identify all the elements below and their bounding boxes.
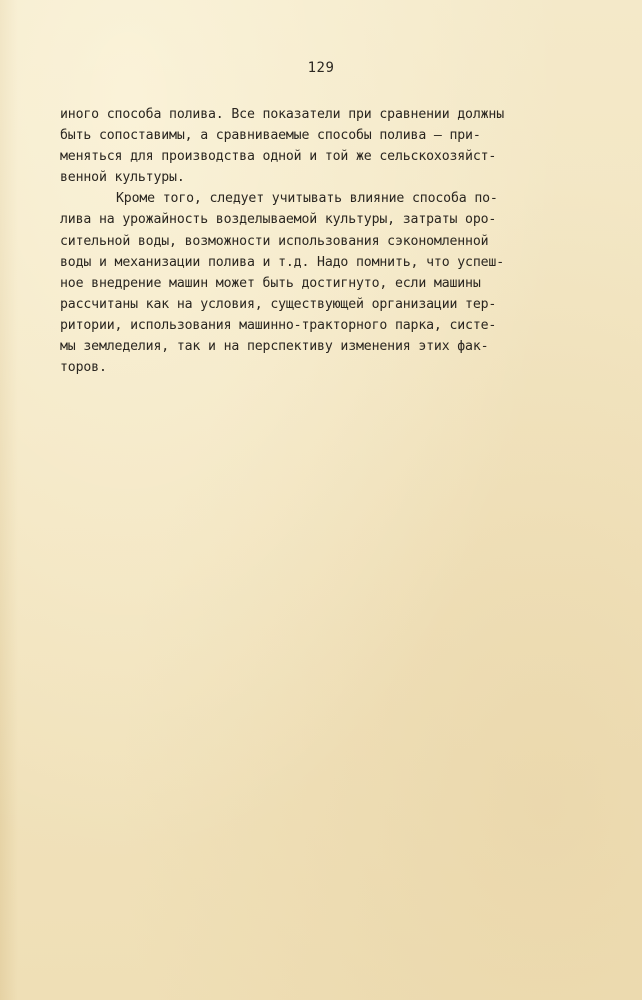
text-line: торов. [60,360,107,376]
text-line: венной культуры. [60,170,185,186]
text-line: меняться для производства одной и той же сельскохозяйст- [60,149,497,165]
text-line: мы земледелия, так и на перспективу изменения этих фак- [60,339,489,355]
text-line: сительной воды, возможности использования сэкономленной [60,233,489,249]
page-number: 129 [307,60,335,76]
text-line: быть сопоставимы, а сравниваемые способы полива – при- [60,128,481,144]
paragraph-first-line: Кроме того, следует учитывать влияние способа по- [116,191,498,207]
text-line: ритории, использования машинно-тракторного парка, систе- [60,317,497,333]
body-text [60,104,540,378]
text-line: ное внедрение машин может быть достигнуто, если машины [60,275,481,291]
text-line: иного способа полива. Все показатели при сравнении должны [60,107,505,122]
text-line: рассчитаны как на условия, существующей организации тер- [60,296,497,312]
text-line: воды и механизации полива и т.д. Надо помнить, что успеш- [60,254,505,270]
text-line: лива на урожайность возделываемой культуры, затраты оро- [60,212,497,228]
